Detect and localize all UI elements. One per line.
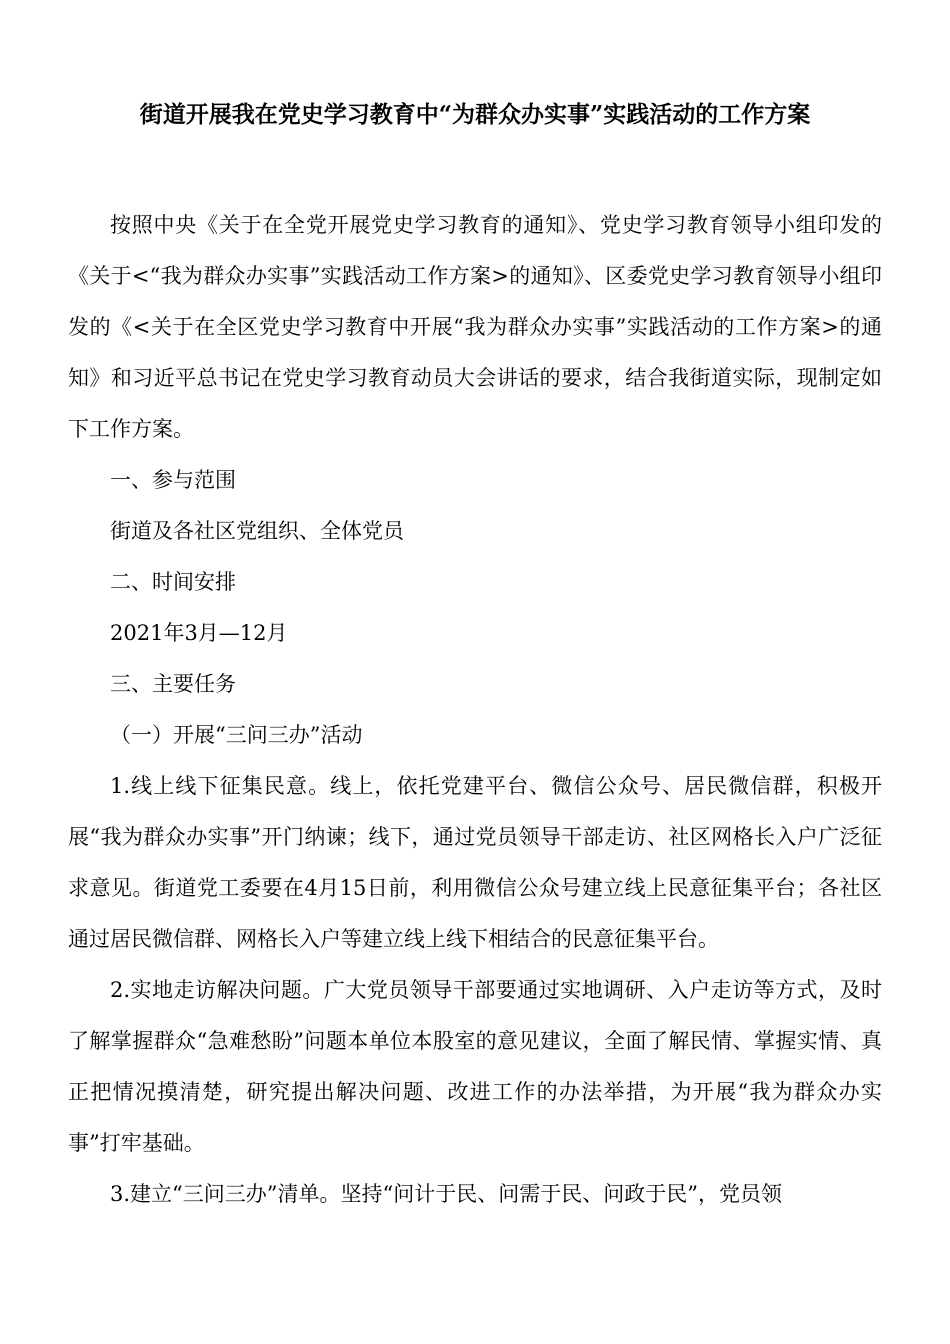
document-body: [68, 200, 882, 1220]
intro-paragraph: 按照中央《关于在全党开展党史学习教育的通知》、党史学习教育领导小组印发的《关于<“我为群众办实事”实践活动工作方案>的通知》、区委党史学习教育领导小组印发的《<关于在全区党史学习教育中开展“我为群众办实事”实践活动的工作方案>的通知》和习近平总书记在党史学习教育动员大会讲话的要求，结合我街道实际，现制定如下工作方案。: [68, 213, 882, 441]
task-item-1: 1.线上线下征集民意。线上，依托党建平台、微信公众号、居民微信群，积极开展“我为群众办实事”开门纳谏；线下，通过党员领导干部走访、社区网格长入户广泛征求意见。街道党工委要在4月15日前，利用微信公众号建立线上民意征集平台；各社区通过居民微信群、网格长入户等建立线上线下相结合的民意征集平台。: [68, 774, 882, 951]
section-text-schedule: 2021年3月—12月: [110, 621, 288, 645]
section-text-scope: 街道及各社区党组织、全体党员: [110, 519, 404, 543]
task-item-2: 2.实地走访解决问题。广大党员领导干部要通过实地调研、入户走访等方式，及时了解掌握群众“急难愁盼”问题本单位本股室的意见建议，全面了解民情、掌握实情、真正把情况摸清楚，研究提出解决问题、改进工作的办法举措，为开展“我为群众办实事”打牢基础。: [68, 978, 882, 1155]
subsection-heading-activity: （一）开展“三问三办”活动: [110, 723, 363, 747]
section-heading-tasks: 三、主要任务: [110, 672, 236, 696]
task-item-3: 3.建立“三问三办”清单。坚持“问计于民、问需于民、问政于民”，党员领: [110, 1182, 782, 1206]
section-heading-schedule: 二、时间安排: [110, 570, 236, 594]
document-title: 街道开展我在党史学习教育中“为群众办实事”实践活动的工作方案: [139, 101, 811, 128]
section-heading-scope: 一、参与范围: [110, 468, 236, 492]
